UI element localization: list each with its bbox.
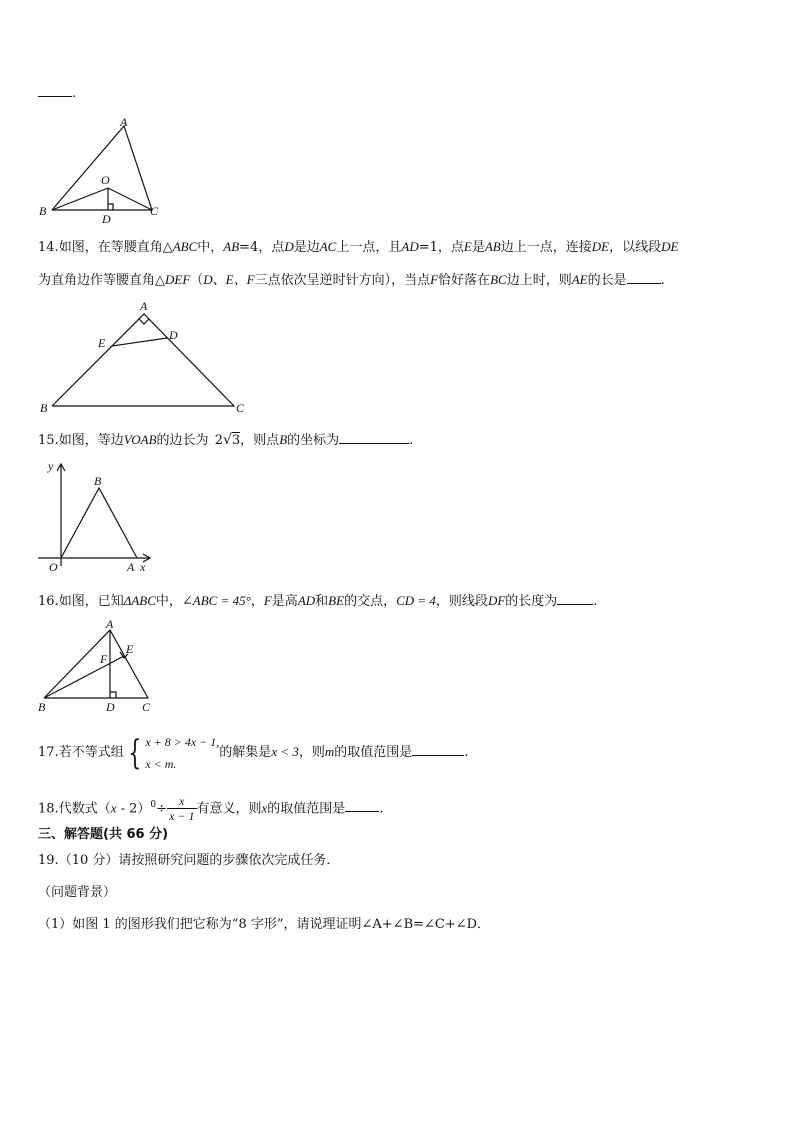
q19-number: 19. [38, 853, 59, 868]
fig14-de [112, 338, 167, 346]
q14-text: 中， [197, 240, 224, 255]
q18-numerator: x [167, 794, 196, 809]
q17-line [38, 728, 468, 776]
q14-math: AD [401, 239, 419, 254]
q17-ineq1: x + 8 > 4x − 1, [145, 734, 220, 749]
q14-math: D、E、F [203, 272, 255, 287]
q14-math: AC [319, 239, 337, 254]
q18-denominator: x − 1 [169, 809, 195, 824]
fig13-label-b: B [39, 204, 47, 218]
fig15-label-x: x [140, 560, 146, 574]
q14-math: DE [591, 239, 610, 254]
q17-system [145, 731, 219, 775]
q14-math: ABC [172, 239, 198, 254]
q15-end-punct: . [409, 433, 414, 448]
fig13-label-o: O [101, 173, 110, 187]
q14-text: 恰好落在 [438, 273, 491, 288]
fig16-label-e: E [126, 642, 134, 656]
answer-blank-16 [557, 592, 593, 605]
fig15-label-y: y [48, 459, 54, 473]
section-title: 三、解答题(共 66 分) [38, 827, 169, 842]
q14-text: =1，点 [418, 240, 464, 255]
q16-text: 和 [315, 594, 329, 609]
figure-15 [36, 458, 166, 576]
q17-math: x < 3 [271, 744, 299, 759]
q17-math: m [324, 744, 335, 759]
answer-blank-14 [627, 271, 661, 284]
q14-text: 边上时，则 [506, 273, 572, 288]
q16-text: 是高 [271, 594, 298, 609]
q16-text: 如图，已知 [58, 594, 124, 609]
q15-radicand: 3 [231, 433, 241, 448]
fig13-label-a: A [120, 115, 128, 129]
q16-text: 的交点， [344, 594, 397, 609]
q19-line [38, 852, 339, 870]
q13-tail [38, 84, 76, 103]
fig14-label-a: A [140, 299, 148, 313]
fig16-label-f: F [100, 652, 108, 666]
q15-text: 如图，等边 [58, 433, 124, 448]
q18-exponent: 0 [150, 800, 157, 810]
q15-math: VOAB [123, 432, 157, 447]
fig14-label-b: B [40, 401, 48, 415]
q16-math: ΔABC [123, 593, 156, 608]
q14-text: 三点依次呈逆时针方向），当点 [254, 273, 431, 288]
q15-number: 15. [38, 433, 59, 448]
q15-text: 的坐标为 [287, 433, 340, 448]
q15-coef: 2 [214, 433, 223, 448]
fig13-label-c: C [150, 204, 159, 218]
q18-end-punct: . [379, 801, 384, 817]
q16-math: AD [297, 593, 316, 608]
q14-text: 的长是 [587, 273, 627, 288]
q14-end-punct: . [660, 273, 665, 288]
q14-math: DE [661, 239, 679, 254]
q15-line [38, 431, 413, 450]
q14-math: F [430, 272, 439, 287]
brace-icon: { [128, 732, 142, 773]
q14-math: AB [223, 239, 240, 254]
q16-math: DF [487, 593, 506, 608]
q19-part1: （1）如图 1 的图形我们把它称为“8 字形”，请说理证明∠A+∠B=∠C+∠D． [38, 917, 491, 932]
figure-13 [36, 114, 166, 224]
q14-text: 如图，在等腰直角△ [58, 240, 173, 255]
fig13-ob [52, 188, 108, 210]
q16-end-punct: . [593, 594, 598, 609]
q19-text: （10 分）请按照研究问题的步骤依次完成任务． [58, 853, 340, 868]
q18-text: - 2） [116, 801, 151, 817]
q16-math: F [263, 593, 272, 608]
q14-text: 为直角边作等腰直角△ [38, 273, 165, 288]
q14-text: 上一点，且 [336, 240, 402, 255]
fig13-right-angle [108, 204, 113, 210]
fig13-label-d: D [102, 212, 111, 224]
q17-text: 的解集是 [219, 745, 272, 760]
q16-math: ∠ABC = 45° [181, 593, 251, 608]
q14-text: 是 [471, 240, 485, 255]
q16-math: BE [328, 593, 345, 608]
q18-math: x [261, 800, 268, 816]
q16-text: 中， [155, 594, 182, 609]
fig14-label-c: C [236, 401, 245, 415]
q17-text: ，则 [298, 745, 325, 760]
q14-line1 [38, 238, 678, 257]
q17-end-punct: . [464, 745, 469, 760]
q14-math: BC [490, 272, 507, 287]
q19-background: （问题背景） [38, 885, 117, 900]
q18-divide: ÷ [156, 801, 168, 817]
answer-blank-13 [38, 84, 72, 97]
fig13-triangle [52, 126, 152, 210]
fig14-label-e: E [98, 336, 106, 350]
q14-text: 边上一点，连接 [500, 240, 592, 255]
q14-math: E [463, 239, 472, 254]
fig16-triangle [44, 630, 148, 698]
fig16-label-b: B [38, 700, 46, 714]
fig15-label-o: O [49, 560, 58, 574]
q18-fraction [167, 794, 196, 823]
fig16-label-a: A [106, 618, 114, 631]
q15-math: B [279, 432, 288, 447]
q14-math: AB [484, 239, 501, 254]
q14-number: 14. [38, 240, 59, 255]
answer-blank-17 [412, 743, 464, 756]
q15-radical [213, 431, 240, 450]
fig15-label-b: B [94, 474, 102, 488]
fig14-triangle [52, 314, 234, 406]
fig14-label-d: D [169, 328, 178, 342]
fig16-label-c: C [142, 700, 151, 714]
fig15-label-a: A [127, 560, 135, 574]
q18-line [38, 786, 383, 824]
figure-14 [36, 296, 256, 418]
q17-ineq2: x < m. [145, 756, 177, 771]
q17-text: 若不等式组 [58, 745, 124, 760]
q18-text: 的取值范围是 [267, 801, 346, 817]
fig16-right-angle-d [110, 692, 116, 698]
answer-blank-18 [345, 799, 379, 812]
q16-number: 16. [38, 594, 59, 609]
q17-text: 的取值范围是 [334, 745, 413, 760]
q16-math: CD = 4 [396, 593, 436, 608]
q18-math: x [110, 800, 117, 816]
answer-blank-15 [339, 431, 409, 444]
q13-end-punct: . [72, 86, 77, 101]
fig16-label-d: D [106, 700, 115, 714]
q14-text: =4，点 [239, 240, 285, 255]
figure-16 [36, 618, 166, 716]
q14-line2 [38, 271, 665, 290]
fig14-right-angle [139, 319, 149, 324]
q16-text: 的长度为 [505, 594, 558, 609]
q14-math: AE [571, 272, 588, 287]
q18-number: 18. [38, 801, 59, 817]
q16-text: ，则线段 [435, 594, 488, 609]
q15-text: ，则点 [240, 433, 280, 448]
q14-text: （ [190, 273, 204, 288]
q15-text: 的边长为 [156, 433, 209, 448]
q16-line [38, 592, 597, 611]
q14-math: DEF [165, 272, 191, 287]
q14-text: 是边 [293, 240, 320, 255]
q14-math: D [284, 239, 294, 254]
q16-text: ， [250, 594, 264, 609]
q17-number: 17. [38, 745, 59, 760]
fig15-triangle [61, 488, 137, 558]
sqrt-icon: √ [222, 432, 232, 448]
q18-text: 代数式（ [58, 801, 111, 817]
q18-text: 有意义，则 [196, 801, 262, 817]
q14-text: ，以线段 [609, 240, 662, 255]
